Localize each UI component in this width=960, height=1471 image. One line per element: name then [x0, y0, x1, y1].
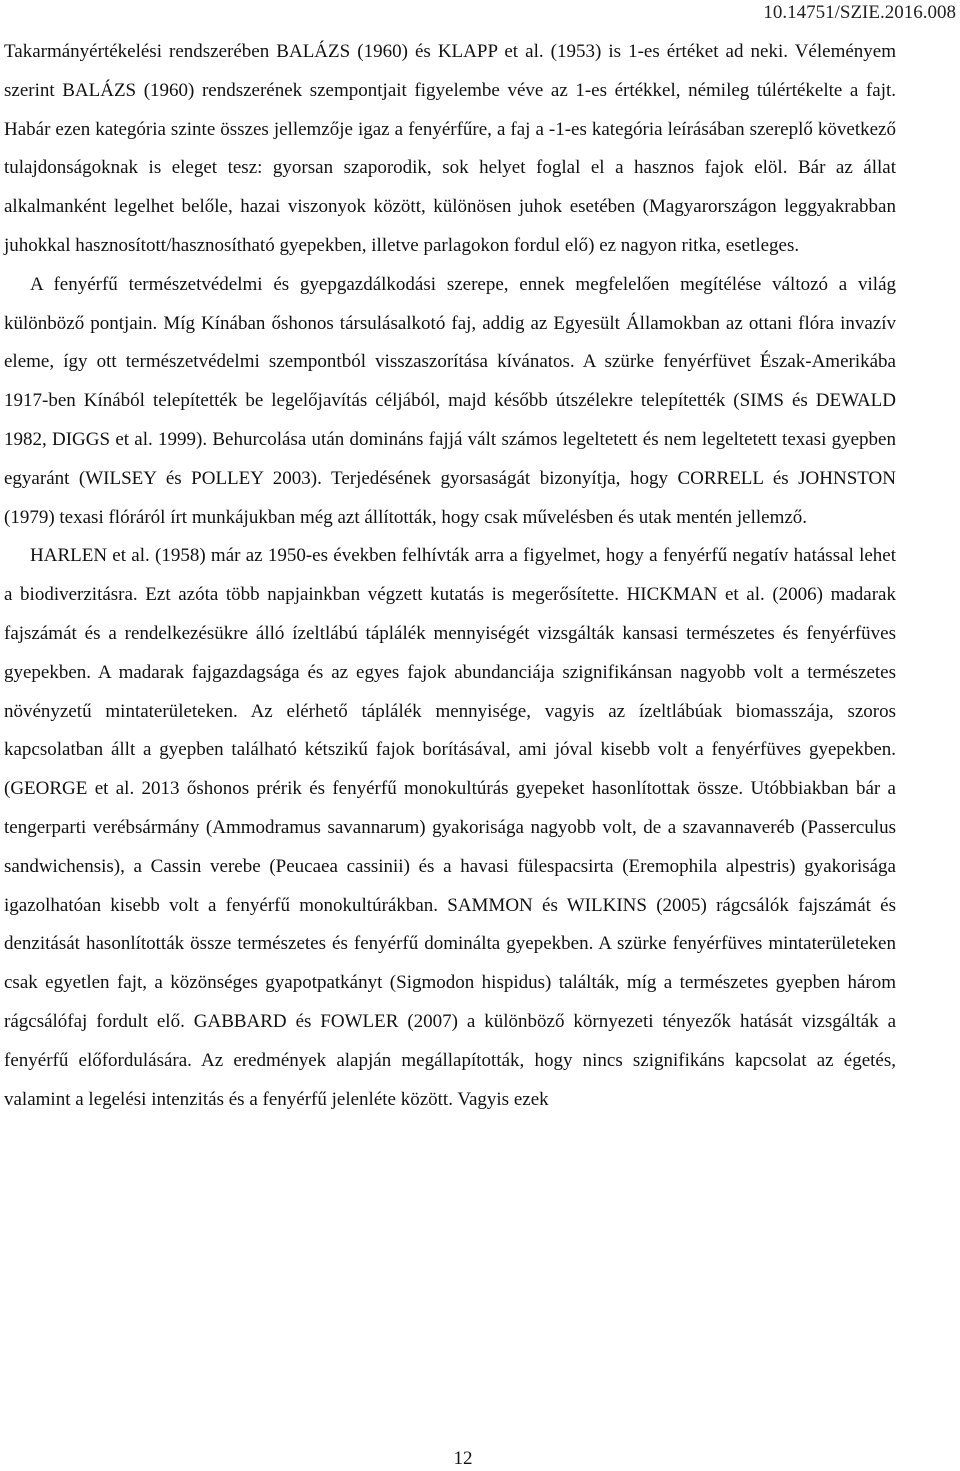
doi-header: 10.14751/SZIE.2016.008	[763, 2, 956, 23]
page-number: 12	[453, 1448, 473, 1469]
document-body	[4, 33, 896, 1119]
paragraph-conservation-role: A fenyérfű természetvédelmi és gyepgazdálkodási szerepe, ennek megfelelően megítélése változó a világ különböző pontjain. Míg Kínában őshonos társulásalkotó faj, addig az Egyesült Államokban az ottani flóra invazív eleme, így ott természetvédelmi szempontból visszaszorítása kívánatos. A szürke fenyérfüvet Észak-Amerikába 1917-ben Kínából telepítették be legelőjavítás céljából, majd később útszélekre telepítették (SIMS és DEWALD 1982, DIGGS et al. 1999). Behurcolása után domináns fajjá vált számos legeltetett és nem legeltetett texasi gyepben egyaránt (WILSEY és POLLEY 2003). Terjedésének gyorsaságát bizonyítja, hogy CORRELL és JOHNSTON (1979) texasi flóráról írt munkájukban még azt állították, hogy csak művelésben és utak mentén jellemző.	[4, 273, 896, 528]
paragraph-forage-value: Takarmányértékelési rendszerében BALÁZS (1960) és KLAPP et al. (1953) is 1-es értéket ad neki. Véleményem szerint BALÁZS (1960) rendszerének szempontjait figyelembe véve az 1-es értékkel, némileg túlértékelte a fajt. Habár ezen kategória szinte összes jellemzője igaz a fenyérfűre, a faj a -1-es kategória leírásában szereplő következő tulajdonságoknak is eleget tesz: gyorsan szaporodik, sok helyet foglal el a hasznos fajok elöl. Bár az állat alkalmanként legelhet belőle, hazai viszonyok között, különösen juhok esetében (Magyarországon leggyakrabban juhokkal hasznosított/hasznosítható gyepekben, illetve parlagokon fordul elő) ez nagyon ritka, esetleges.	[4, 41, 896, 256]
paragraph-biodiversity-impact: HARLEN et al. (1958) már az 1950-es években felhívták arra a figyelmet, hogy a fenyérfű negatív hatással lehet a biodiverzitásra. Ezt azóta több napjainkban végzett kutatás is megerősítette. HICKMAN et al. (2006) madarak fajszámát és a rendelkezésükre álló ízeltlábú táplálék mennyiségét vizsgálták kansasi természetes és fenyérfüves gyepekben. A madarak fajgazdagsága és az egyes fajok abundanciája szignifikánsan nagyobb volt a természetes növényzetű mintaterületeken. Az elérhető táplálék mennyisége, vagyis az ízeltlábúak biomasszája, szoros kapcsolatban állt a gyepben található kétszikű fajok borításával, ami jóval kisebb volt a fenyérfüves gyepekben. (GEORGE et al. 2013 őshonos prérik és fenyérfű monokultúrás gyepeket hasonlítottak össze. Utóbbiakban bár a tengerparti verébsármány (Ammodramus savannarum) gyakorisága nagyobb volt, de a szavannaveréb (Passerculus sandwichensis), a Cassin verebe (Peucaea cassinii) és a havasi fülespacsirta (Eremophila alpestris) gyakorisága igazolhatóan kisebb volt a fenyérfű monokultúrákban. SAMMON és WILKINS (2005) rágcsálók fajszámát és denzitását hasonlították össze természetes és fenyérfű dominálta gyepekben. A szürke fenyérfüves mintaterületeken csak egyetlen fajt, a közönséges gyapotpatkányt (Sigmodon hispidus) találták, míg a természetes gyepben három rágcsálófaj fordult elő. GABBARD és FOWLER (2007) a különböző környezeti tényezők hatását vizsgálták a fenyérfű előfordulására. Az eredmények alapján megállapították, hogy nincs szignifikáns kapcsolat az égetés, valamint a legelési intenzitás és a fenyérfű jelenléte között. Vagyis ezek	[4, 545, 896, 1110]
